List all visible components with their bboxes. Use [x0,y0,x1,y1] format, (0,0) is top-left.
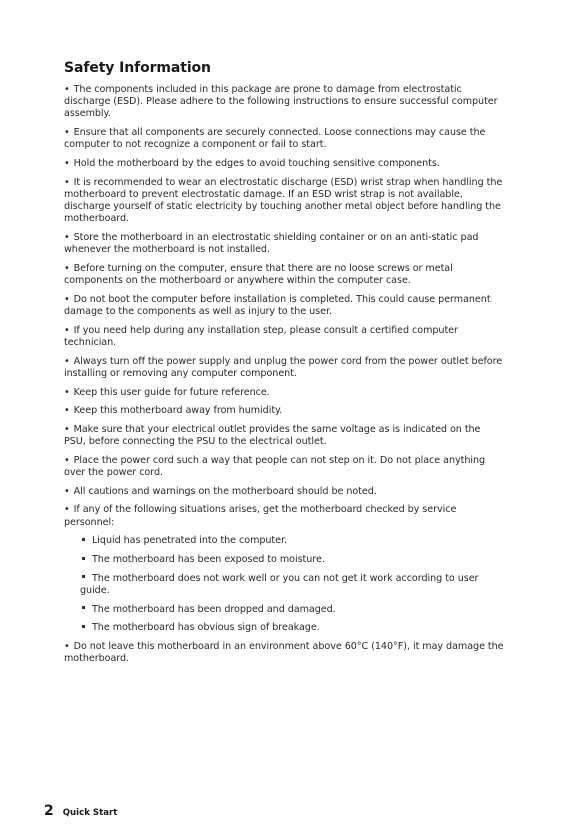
safety-item [64,177,504,226]
safety-item-text: Store the motherboard in an electrostatic shielding container or on an anti-static pad whenever the motherboard is not installed. [64,232,479,256]
footer-section-label: Quick Start [62,808,118,818]
square-bullet-icon [82,538,85,541]
safety-item-text: If any of the following situations arises, get the motherboard checked by service personnel: [64,504,457,528]
safety-item [64,405,504,417]
safety-item [64,455,504,479]
safety-item [64,232,504,256]
sub-item-text: Liquid has penetrated into the computer. [92,535,288,547]
safety-list [64,84,504,672]
safety-item [64,263,504,287]
safety-item [64,84,504,121]
bullet-icon: • [64,127,70,139]
bullet-icon: • [64,641,70,653]
sub-list-item [80,554,504,566]
safety-item-text: Keep this user guide for future reference. [73,386,270,398]
square-bullet-icon [82,606,85,609]
bullet-icon: • [64,232,70,244]
bullet-icon: • [64,176,70,188]
page-number: 2 [44,803,54,819]
bullet-icon: • [64,355,70,367]
safety-item-text: Ensure that all components are securely connected. Loose connections may cause the computer to not recognize a component or fail to start. [64,127,486,151]
bullet-icon: • [64,324,70,336]
sub-list-item [80,573,504,597]
sub-item-text: The motherboard has obvious sign of breakage. [92,622,320,634]
bullet-icon: • [64,293,70,305]
bullet-icon: • [64,423,70,435]
page-title: Safety Information [64,60,211,76]
safety-item [64,127,504,151]
safety-item-text: Do not leave this motherboard in an environment above 60°C (140°F), it may damage the motherboard. [64,641,504,665]
square-bullet-icon [82,557,85,560]
safety-item-text: Do not boot the computer before installation is completed. This could cause permanent damage to the components as well as injury to the user. [64,293,491,318]
page-footer [44,803,117,819]
bullet-icon: • [64,158,70,170]
bullet-icon: • [64,504,70,516]
safety-item-text: If you need help during any installation step, please consult a certified computer technician. [64,324,458,348]
safety-item-text: Keep this motherboard away from humidity. [73,405,283,417]
bullet-icon: • [64,262,70,274]
safety-item [64,387,504,399]
safety-item [64,158,504,170]
safety-item [64,486,504,498]
safety-item-text: The components included in this package are prone to damage from electrostatic discharge (ESD). Please adhere to the following instructions to ensure successful computer assembly. [64,84,498,120]
safety-item [64,356,504,380]
safety-item-text: All cautions and warnings on the motherboard should be noted. [73,485,377,497]
square-bullet-icon [82,625,85,628]
safety-item-text: It is recommended to wear an electrostatic discharge (ESD) wrist strap when handling the motherboard to prevent electrostatic damage. If an ESD wrist strap is not available, discharge yourself of static electricity by touching another metal object before handling the motherboard. [64,176,503,225]
sub-list-item [80,622,504,634]
sub-list-item [80,535,504,547]
bullet-icon: • [64,454,70,466]
service-conditions-list [64,535,504,634]
sub-item-text: The motherboard does not work well or you can not get it work according to user guide. [80,572,479,596]
sub-item-text: The motherboard has been dropped and damaged. [92,603,336,615]
square-bullet-icon [82,575,85,578]
bullet-icon: • [64,405,70,417]
safety-item [64,424,504,448]
safety-item [64,504,504,528]
bullet-icon: • [64,485,70,497]
bullet-icon: • [64,84,70,95]
sub-list-item [80,604,504,616]
safety-item-text: Always turn off the power supply and unplug the power cord from the power outlet before installing or removing any computer component. [64,355,503,379]
safety-item-text: Before turning on the computer, ensure that there are no loose screws or metal components on the motherboard or anywhere within the computer case. [64,262,453,287]
safety-item [64,641,504,665]
safety-item [64,294,504,318]
sub-item-text: The motherboard has been exposed to moisture. [92,554,325,566]
safety-item [64,325,504,349]
safety-item-text: Place the power cord such a way that people can not step on it. Do not place anything over the power cord. [64,454,486,479]
safety-item-text: Make sure that your electrical outlet provides the same voltage as is indicated on the PSU, before connecting the PSU to the electrical outlet. [64,423,481,448]
safety-item-text: Hold the motherboard by the edges to avoid touching sensitive components. [73,158,440,170]
bullet-icon: • [64,386,70,398]
